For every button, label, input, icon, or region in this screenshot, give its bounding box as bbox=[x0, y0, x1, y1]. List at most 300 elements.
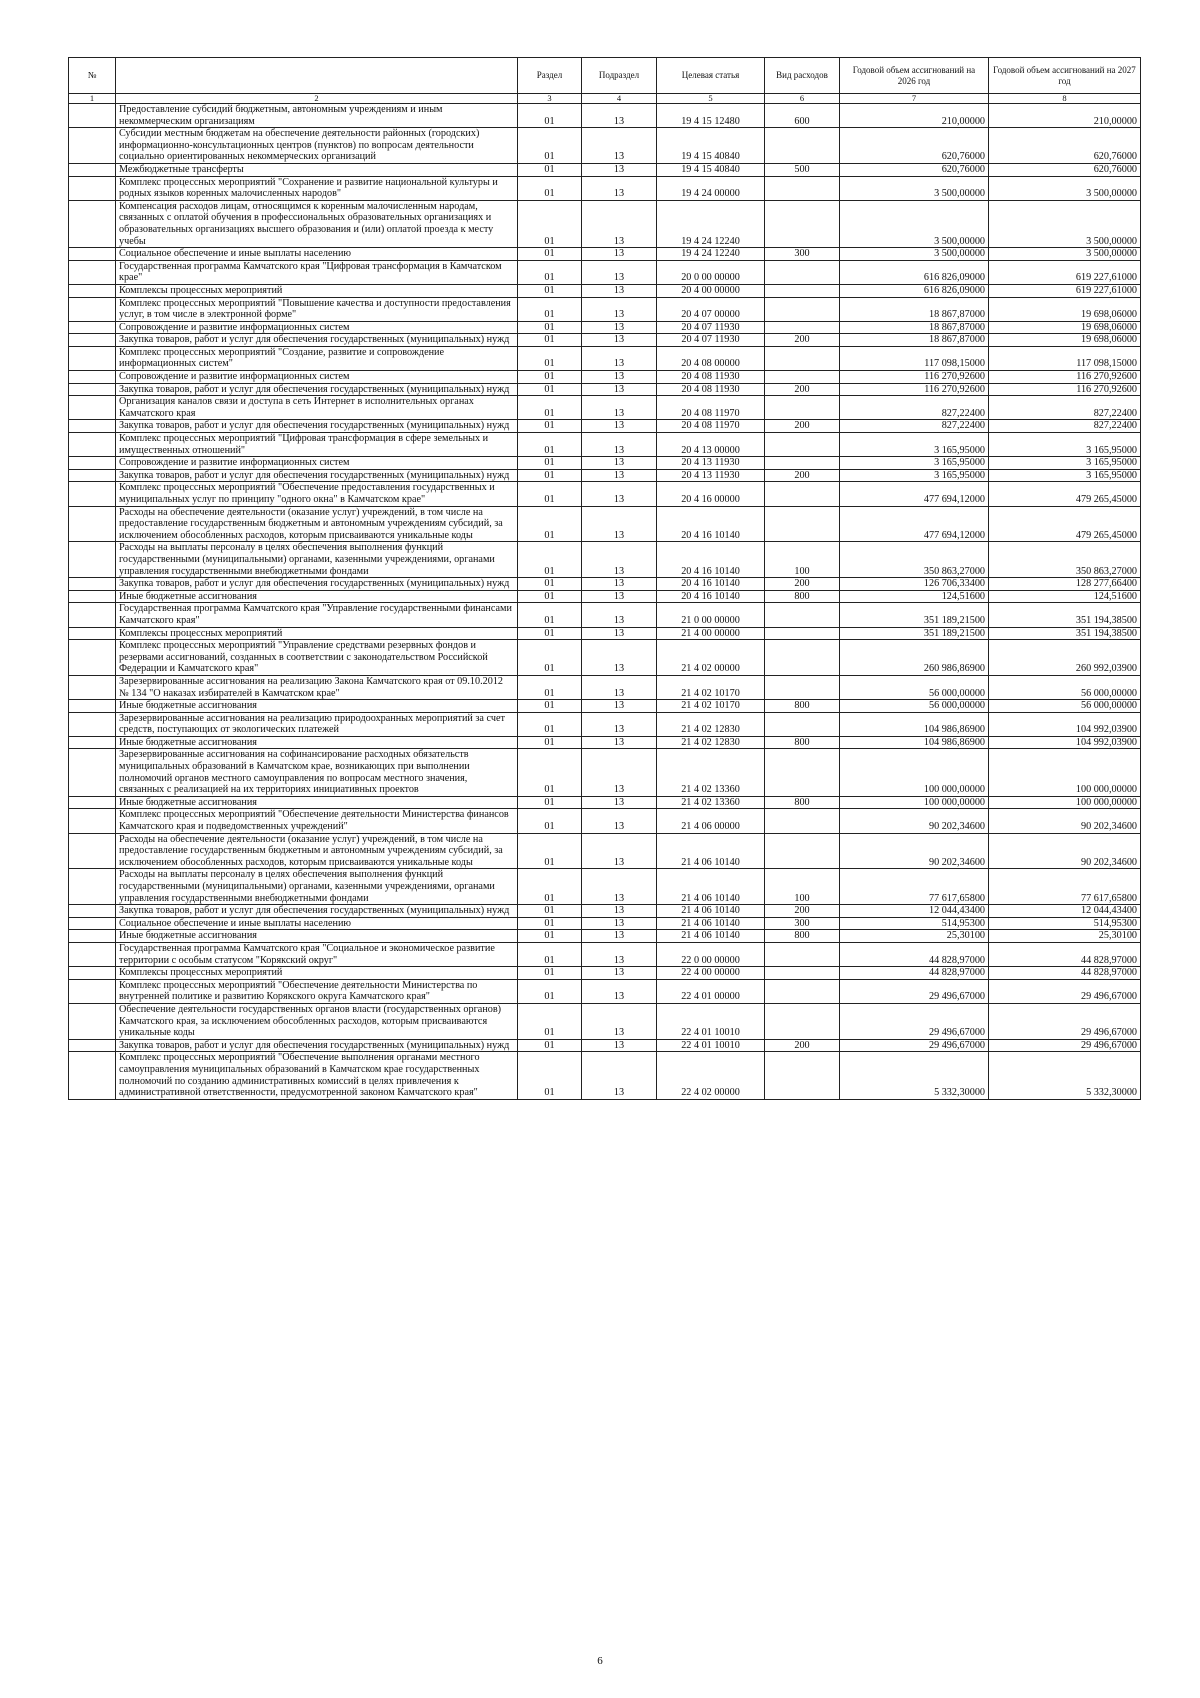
expense-type-cell bbox=[765, 128, 840, 164]
section-code-cell: 01 bbox=[518, 128, 582, 164]
expense-type-cell bbox=[765, 260, 840, 284]
section-code-cell: 01 bbox=[518, 433, 582, 457]
row-number-cell bbox=[69, 371, 116, 384]
row-number-cell bbox=[69, 321, 116, 334]
row-number-cell bbox=[69, 297, 116, 321]
amount-2026-cell: 25,30100 bbox=[840, 930, 989, 943]
expense-type-cell bbox=[765, 627, 840, 640]
subsection-code-cell: 13 bbox=[582, 930, 657, 943]
budget-sheet bbox=[68, 57, 1140, 1100]
row-number-cell bbox=[69, 675, 116, 699]
section-code-cell: 01 bbox=[518, 1003, 582, 1039]
table-row bbox=[69, 260, 1141, 284]
amount-2026-cell: 18 867,87000 bbox=[840, 321, 989, 334]
table-row bbox=[69, 796, 1141, 809]
row-name-cell: Межбюджетные трансферты bbox=[116, 163, 518, 176]
row-number-cell bbox=[69, 590, 116, 603]
section-code-cell: 01 bbox=[518, 383, 582, 396]
row-number-cell bbox=[69, 1003, 116, 1039]
section-code-cell: 01 bbox=[518, 346, 582, 370]
expense-type-cell: 300 bbox=[765, 917, 840, 930]
expense-type-cell bbox=[765, 809, 840, 833]
target-code-cell: 20 4 07 11930 bbox=[657, 321, 765, 334]
row-name-cell: Зарезервированные ассигнования на софинансирование расходных обязательств муниципальных образований в Камчатском крае, возникающих при выполнении полномочий органов местного самоуправления по вопросам местного значения, связанных с реализацией на их территориях инициативных проектов bbox=[116, 749, 518, 796]
target-code-cell: 21 4 02 00000 bbox=[657, 640, 765, 676]
section-code-cell: 01 bbox=[518, 1039, 582, 1052]
target-code-cell: 20 4 13 11930 bbox=[657, 457, 765, 470]
amount-2027-cell: 100 000,00000 bbox=[989, 749, 1141, 796]
row-number-cell bbox=[69, 905, 116, 918]
table-row bbox=[69, 128, 1141, 164]
section-code-cell: 01 bbox=[518, 248, 582, 261]
row-number-cell bbox=[69, 383, 116, 396]
table-row bbox=[69, 248, 1141, 261]
row-number-cell bbox=[69, 200, 116, 247]
amount-2027-cell: 29 496,67000 bbox=[989, 1039, 1141, 1052]
section-code-cell: 01 bbox=[518, 736, 582, 749]
row-name-cell: Сопровождение и развитие информационных систем bbox=[116, 457, 518, 470]
table-row bbox=[69, 749, 1141, 796]
amount-2026-cell: 3 500,00000 bbox=[840, 200, 989, 247]
subsection-code-cell: 13 bbox=[582, 506, 657, 542]
target-code-cell: 21 4 02 13360 bbox=[657, 796, 765, 809]
expense-type-cell bbox=[765, 200, 840, 247]
column-numbering-row bbox=[69, 94, 1141, 104]
subsection-code-cell: 13 bbox=[582, 942, 657, 966]
target-code-cell: 20 4 08 11970 bbox=[657, 420, 765, 433]
target-code-cell: 22 4 01 10010 bbox=[657, 1039, 765, 1052]
subsection-code-cell: 13 bbox=[582, 457, 657, 470]
target-code-cell: 20 4 16 10140 bbox=[657, 578, 765, 591]
expense-type-cell: 600 bbox=[765, 104, 840, 128]
subsection-code-cell: 13 bbox=[582, 128, 657, 164]
row-number-cell bbox=[69, 104, 116, 128]
amount-2027-cell: 56 000,00000 bbox=[989, 675, 1141, 699]
subsection-code-cell: 13 bbox=[582, 371, 657, 384]
row-number-cell bbox=[69, 833, 116, 869]
amount-2026-cell: 29 496,67000 bbox=[840, 979, 989, 1003]
table-row bbox=[69, 433, 1141, 457]
row-number-cell bbox=[69, 176, 116, 200]
subsection-code-cell: 13 bbox=[582, 869, 657, 905]
expense-type-cell bbox=[765, 506, 840, 542]
subsection-code-cell: 13 bbox=[582, 590, 657, 603]
amount-2026-cell: 100 000,00000 bbox=[840, 749, 989, 796]
subsection-code-cell: 13 bbox=[582, 1039, 657, 1052]
amount-2027-cell: 479 265,45000 bbox=[989, 506, 1141, 542]
column-number: 8 bbox=[989, 94, 1141, 104]
row-name-cell: Зарезервированные ассигнования на реализацию природоохранных мероприятий за счет средств, поступающих от экологических платежей bbox=[116, 712, 518, 736]
amount-2027-cell: 124,51600 bbox=[989, 590, 1141, 603]
column-number: 6 bbox=[765, 94, 840, 104]
expense-type-cell bbox=[765, 712, 840, 736]
row-number-cell bbox=[69, 433, 116, 457]
amount-2027-cell: 210,00000 bbox=[989, 104, 1141, 128]
expense-type-cell bbox=[765, 297, 840, 321]
column-number: 7 bbox=[840, 94, 989, 104]
subsection-code-cell: 13 bbox=[582, 176, 657, 200]
amount-2027-cell: 351 194,38500 bbox=[989, 627, 1141, 640]
row-name-cell: Комплекс процессных мероприятий "Сохранение и развитие национальной культуры и родных языков коренных малочисленных народов" bbox=[116, 176, 518, 200]
section-code-cell: 01 bbox=[518, 749, 582, 796]
subsection-code-cell: 13 bbox=[582, 248, 657, 261]
amount-2027-cell: 104 992,03900 bbox=[989, 736, 1141, 749]
section-code-cell: 01 bbox=[518, 104, 582, 128]
table-row bbox=[69, 297, 1141, 321]
target-code-cell: 22 0 00 00000 bbox=[657, 942, 765, 966]
section-code-cell: 01 bbox=[518, 590, 582, 603]
table-row bbox=[69, 640, 1141, 676]
row-name-cell: Закупка товаров, работ и услуг для обеспечения государственных (муниципальных) нужд bbox=[116, 905, 518, 918]
table-row bbox=[69, 457, 1141, 470]
section-code-cell: 01 bbox=[518, 640, 582, 676]
amount-2027-cell: 827,22400 bbox=[989, 420, 1141, 433]
target-code-cell: 21 4 06 10140 bbox=[657, 833, 765, 869]
table-row bbox=[69, 469, 1141, 482]
amount-2026-cell: 77 617,65800 bbox=[840, 869, 989, 905]
subsection-code-cell: 13 bbox=[582, 675, 657, 699]
target-code-cell: 21 4 02 13360 bbox=[657, 749, 765, 796]
target-code-cell: 22 4 01 10010 bbox=[657, 1003, 765, 1039]
amount-2026-cell: 44 828,97000 bbox=[840, 942, 989, 966]
row-name-cell: Иные бюджетные ассигнования bbox=[116, 736, 518, 749]
row-number-cell bbox=[69, 334, 116, 347]
table-row bbox=[69, 334, 1141, 347]
target-code-cell: 20 4 16 10140 bbox=[657, 506, 765, 542]
row-number-cell bbox=[69, 640, 116, 676]
target-code-cell: 21 4 00 00000 bbox=[657, 627, 765, 640]
section-code-cell: 01 bbox=[518, 297, 582, 321]
row-number-cell bbox=[69, 284, 116, 297]
row-name-cell: Расходы на выплаты персоналу в целях обеспечения выполнения функций государственными (муниципальными) органами, казенными учреждениями, органами управления государственными внебюджетными фондами bbox=[116, 542, 518, 578]
amount-2027-cell: 104 992,03900 bbox=[989, 712, 1141, 736]
row-number-cell bbox=[69, 700, 116, 713]
row-number-cell bbox=[69, 346, 116, 370]
row-name-cell: Организация каналов связи и доступа в сеть Интернет в исполнительных органах Камчатского края bbox=[116, 396, 518, 420]
subsection-code-cell: 13 bbox=[582, 905, 657, 918]
expense-type-cell: 800 bbox=[765, 796, 840, 809]
target-code-cell: 20 4 08 11970 bbox=[657, 396, 765, 420]
section-code-cell: 01 bbox=[518, 260, 582, 284]
row-name-cell: Государственная программа Камчатского края "Управление государственными финансами Камчатского края" bbox=[116, 603, 518, 627]
target-code-cell: 20 4 16 10140 bbox=[657, 590, 765, 603]
amount-2026-cell: 260 986,86900 bbox=[840, 640, 989, 676]
amount-2026-cell: 350 863,27000 bbox=[840, 542, 989, 578]
row-name-cell: Социальное обеспечение и иные выплаты населению bbox=[116, 917, 518, 930]
section-code-cell: 01 bbox=[518, 457, 582, 470]
amount-2026-cell: 616 826,09000 bbox=[840, 260, 989, 284]
amount-2026-cell: 3 500,00000 bbox=[840, 248, 989, 261]
target-code-cell: 22 4 01 00000 bbox=[657, 979, 765, 1003]
target-code-cell: 21 4 06 10140 bbox=[657, 869, 765, 905]
section-code-cell: 01 bbox=[518, 809, 582, 833]
subsection-code-cell: 13 bbox=[582, 967, 657, 980]
row-number-cell bbox=[69, 248, 116, 261]
amount-2026-cell: 56 000,00000 bbox=[840, 675, 989, 699]
amount-2027-cell: 620,76000 bbox=[989, 163, 1141, 176]
amount-2026-cell: 3 165,95000 bbox=[840, 433, 989, 457]
header-row bbox=[69, 58, 1141, 94]
section-code-cell: 01 bbox=[518, 917, 582, 930]
row-number-cell bbox=[69, 260, 116, 284]
table-row bbox=[69, 736, 1141, 749]
row-name-cell: Государственная программа Камчатского края "Цифровая трансформация в Камчатском крае" bbox=[116, 260, 518, 284]
row-name-cell: Предоставление субсидий бюджетным, автономным учреждениям и иным некоммерческим организациям bbox=[116, 104, 518, 128]
section-code-cell: 01 bbox=[518, 321, 582, 334]
amount-2027-cell: 44 828,97000 bbox=[989, 967, 1141, 980]
table-row bbox=[69, 1039, 1141, 1052]
section-code-cell: 01 bbox=[518, 905, 582, 918]
row-number-cell bbox=[69, 396, 116, 420]
amount-2027-cell: 12 044,43400 bbox=[989, 905, 1141, 918]
amount-2027-cell: 44 828,97000 bbox=[989, 942, 1141, 966]
subsection-code-cell: 13 bbox=[582, 383, 657, 396]
row-number-cell bbox=[69, 1039, 116, 1052]
table-row bbox=[69, 321, 1141, 334]
table-row bbox=[69, 578, 1141, 591]
row-name-cell: Зарезервированные ассигнования на реализацию Закона Камчатского края от 09.10.2012 № 134 "О наказах избирателей в Камчатском крае" bbox=[116, 675, 518, 699]
column-number: 5 bbox=[657, 94, 765, 104]
section-code-cell: 01 bbox=[518, 334, 582, 347]
amount-2027-cell: 351 194,38500 bbox=[989, 603, 1141, 627]
col-name-header bbox=[116, 58, 518, 94]
amount-2026-cell: 477 694,12000 bbox=[840, 506, 989, 542]
page-number: 6 bbox=[597, 1655, 603, 1667]
row-name-cell: Сопровождение и развитие информационных систем bbox=[116, 321, 518, 334]
row-number-cell bbox=[69, 469, 116, 482]
target-code-cell: 20 4 08 11930 bbox=[657, 383, 765, 396]
column-number: 4 bbox=[582, 94, 657, 104]
table-row bbox=[69, 905, 1141, 918]
subsection-code-cell: 13 bbox=[582, 700, 657, 713]
table-row bbox=[69, 346, 1141, 370]
amount-2027-cell: 19 698,06000 bbox=[989, 321, 1141, 334]
target-code-cell: 19 4 24 12240 bbox=[657, 200, 765, 247]
amount-2026-cell: 620,76000 bbox=[840, 163, 989, 176]
table-row bbox=[69, 675, 1141, 699]
col-subsection-header: Подраздел bbox=[582, 58, 657, 94]
row-name-cell: Компенсация расходов лицам, относящимся к коренным малочисленным народам, связанных с оплатой обучения в профессиональных образовательных организациях и образовательных организациях высшего образования и (или) оплатой проезда к месту учебы bbox=[116, 200, 518, 247]
expense-type-cell: 200 bbox=[765, 420, 840, 433]
section-code-cell: 01 bbox=[518, 967, 582, 980]
row-name-cell: Обеспечение деятельности государственных органов власти (государственных органов) Камчатского края, за исключением обособленных расходов, которым присваиваются уникальные коды bbox=[116, 1003, 518, 1039]
row-name-cell: Расходы на выплаты персоналу в целях обеспечения выполнения функций государственными (муниципальными) органами, казенными учреждениями, органами управления государственными внебюджетными фондами bbox=[116, 869, 518, 905]
expense-type-cell bbox=[765, 640, 840, 676]
amount-2026-cell: 29 496,67000 bbox=[840, 1003, 989, 1039]
section-code-cell: 01 bbox=[518, 578, 582, 591]
subsection-code-cell: 13 bbox=[582, 284, 657, 297]
section-code-cell: 01 bbox=[518, 1052, 582, 1099]
expense-type-cell: 800 bbox=[765, 736, 840, 749]
target-code-cell: 21 0 00 00000 bbox=[657, 603, 765, 627]
table-row bbox=[69, 809, 1141, 833]
subsection-code-cell: 13 bbox=[582, 1003, 657, 1039]
row-name-cell: Комплекс процессных мероприятий "Управление средствами резервных фондов и резервами ассигнований, созданных в соответствии с законодательством Российской Федерации и Камчатского края" bbox=[116, 640, 518, 676]
target-code-cell: 19 4 15 12480 bbox=[657, 104, 765, 128]
subsection-code-cell: 13 bbox=[582, 1052, 657, 1099]
table-row bbox=[69, 396, 1141, 420]
amount-2027-cell: 827,22400 bbox=[989, 396, 1141, 420]
section-code-cell: 01 bbox=[518, 930, 582, 943]
amount-2027-cell: 116 270,92600 bbox=[989, 371, 1141, 384]
subsection-code-cell: 13 bbox=[582, 482, 657, 506]
row-number-cell bbox=[69, 578, 116, 591]
amount-2027-cell: 128 277,66400 bbox=[989, 578, 1141, 591]
target-code-cell: 21 4 02 12830 bbox=[657, 736, 765, 749]
target-code-cell: 20 4 08 00000 bbox=[657, 346, 765, 370]
section-code-cell: 01 bbox=[518, 200, 582, 247]
row-name-cell: Комплекс процессных мероприятий "Обеспечение деятельности Министерства по внутренней политике и развитию Корякского округа Камчатского края" bbox=[116, 979, 518, 1003]
amount-2026-cell: 104 986,86900 bbox=[840, 736, 989, 749]
expense-type-cell bbox=[765, 967, 840, 980]
row-number-cell bbox=[69, 930, 116, 943]
table-row bbox=[69, 163, 1141, 176]
expense-type-cell bbox=[765, 1052, 840, 1099]
target-code-cell: 21 4 02 10170 bbox=[657, 700, 765, 713]
row-number-cell bbox=[69, 163, 116, 176]
section-code-cell: 01 bbox=[518, 163, 582, 176]
target-code-cell: 20 4 13 11930 bbox=[657, 469, 765, 482]
subsection-code-cell: 13 bbox=[582, 627, 657, 640]
table-row bbox=[69, 942, 1141, 966]
table-row bbox=[69, 371, 1141, 384]
table-row bbox=[69, 590, 1141, 603]
target-code-cell: 22 4 00 00000 bbox=[657, 967, 765, 980]
subsection-code-cell: 13 bbox=[582, 917, 657, 930]
row-number-cell bbox=[69, 796, 116, 809]
amount-2026-cell: 100 000,00000 bbox=[840, 796, 989, 809]
subsection-code-cell: 13 bbox=[582, 640, 657, 676]
subsection-code-cell: 13 bbox=[582, 712, 657, 736]
amount-2027-cell: 90 202,34600 bbox=[989, 833, 1141, 869]
amount-2027-cell: 77 617,65800 bbox=[989, 869, 1141, 905]
expense-type-cell bbox=[765, 979, 840, 1003]
table-row bbox=[69, 284, 1141, 297]
amount-2026-cell: 477 694,12000 bbox=[840, 482, 989, 506]
row-number-cell bbox=[69, 712, 116, 736]
row-name-cell: Государственная программа Камчатского края "Социальное и экономическое развитие территории с особым статусом "Корякский округ" bbox=[116, 942, 518, 966]
subsection-code-cell: 13 bbox=[582, 321, 657, 334]
expense-type-cell bbox=[765, 457, 840, 470]
column-number: 2 bbox=[116, 94, 518, 104]
section-code-cell: 01 bbox=[518, 700, 582, 713]
section-code-cell: 01 bbox=[518, 469, 582, 482]
amount-2026-cell: 3 165,95000 bbox=[840, 469, 989, 482]
section-code-cell: 01 bbox=[518, 482, 582, 506]
amount-2026-cell: 18 867,87000 bbox=[840, 297, 989, 321]
target-code-cell: 20 4 08 11930 bbox=[657, 371, 765, 384]
amount-2027-cell: 19 698,06000 bbox=[989, 297, 1141, 321]
expense-type-cell bbox=[765, 433, 840, 457]
target-code-cell: 21 4 02 10170 bbox=[657, 675, 765, 699]
target-code-cell: 20 4 07 11930 bbox=[657, 334, 765, 347]
expense-type-cell: 100 bbox=[765, 869, 840, 905]
amount-2027-cell: 90 202,34600 bbox=[989, 809, 1141, 833]
amount-2027-cell: 116 270,92600 bbox=[989, 383, 1141, 396]
subsection-code-cell: 13 bbox=[582, 833, 657, 869]
table-row bbox=[69, 967, 1141, 980]
table-row bbox=[69, 917, 1141, 930]
subsection-code-cell: 13 bbox=[582, 809, 657, 833]
expense-type-cell: 200 bbox=[765, 469, 840, 482]
row-number-cell bbox=[69, 1052, 116, 1099]
amount-2026-cell: 44 828,97000 bbox=[840, 967, 989, 980]
amount-2027-cell: 25,30100 bbox=[989, 930, 1141, 943]
amount-2026-cell: 124,51600 bbox=[840, 590, 989, 603]
section-code-cell: 01 bbox=[518, 603, 582, 627]
row-name-cell: Закупка товаров, работ и услуг для обеспечения государственных (муниципальных) нужд bbox=[116, 334, 518, 347]
col-target-header: Целевая статья bbox=[657, 58, 765, 94]
target-code-cell: 20 4 00 00000 bbox=[657, 284, 765, 297]
subsection-code-cell: 13 bbox=[582, 396, 657, 420]
subsection-code-cell: 13 bbox=[582, 163, 657, 176]
row-name-cell: Комплексы процессных мероприятий bbox=[116, 967, 518, 980]
subsection-code-cell: 13 bbox=[582, 433, 657, 457]
table-row bbox=[69, 627, 1141, 640]
section-code-cell: 01 bbox=[518, 979, 582, 1003]
expense-type-cell bbox=[765, 833, 840, 869]
table-row bbox=[69, 869, 1141, 905]
expense-type-cell bbox=[765, 371, 840, 384]
section-code-cell: 01 bbox=[518, 627, 582, 640]
amount-2027-cell: 29 496,67000 bbox=[989, 979, 1141, 1003]
amount-2026-cell: 514,95300 bbox=[840, 917, 989, 930]
col-no-header: № bbox=[69, 58, 116, 94]
col-type-header: Вид расходов bbox=[765, 58, 840, 94]
section-code-cell: 01 bbox=[518, 869, 582, 905]
subsection-code-cell: 13 bbox=[582, 334, 657, 347]
expense-type-cell bbox=[765, 482, 840, 506]
table-row bbox=[69, 506, 1141, 542]
target-code-cell: 19 4 24 00000 bbox=[657, 176, 765, 200]
amount-2026-cell: 3 165,95000 bbox=[840, 457, 989, 470]
expense-type-cell: 200 bbox=[765, 578, 840, 591]
amount-2027-cell: 3 165,95000 bbox=[989, 469, 1141, 482]
row-name-cell: Закупка товаров, работ и услуг для обеспечения государственных (муниципальных) нужд bbox=[116, 383, 518, 396]
table-row bbox=[69, 930, 1141, 943]
col-2026-header: Годовой объем ассигнований на 2026 год bbox=[840, 58, 989, 94]
target-code-cell: 20 4 07 00000 bbox=[657, 297, 765, 321]
row-number-cell bbox=[69, 942, 116, 966]
expense-type-cell: 500 bbox=[765, 163, 840, 176]
table-row bbox=[69, 1003, 1141, 1039]
amount-2026-cell: 117 098,15000 bbox=[840, 346, 989, 370]
target-code-cell: 20 4 13 00000 bbox=[657, 433, 765, 457]
amount-2026-cell: 827,22400 bbox=[840, 420, 989, 433]
expense-type-cell bbox=[765, 1003, 840, 1039]
table-row bbox=[69, 542, 1141, 578]
amount-2026-cell: 12 044,43400 bbox=[840, 905, 989, 918]
subsection-code-cell: 13 bbox=[582, 542, 657, 578]
amount-2027-cell: 350 863,27000 bbox=[989, 542, 1141, 578]
table-row bbox=[69, 383, 1141, 396]
table-row bbox=[69, 979, 1141, 1003]
section-code-cell: 01 bbox=[518, 284, 582, 297]
expense-type-cell bbox=[765, 346, 840, 370]
target-code-cell: 21 4 06 00000 bbox=[657, 809, 765, 833]
row-name-cell: Закупка товаров, работ и услуг для обеспечения государственных (муниципальных) нужд bbox=[116, 1039, 518, 1052]
row-number-cell bbox=[69, 457, 116, 470]
amount-2027-cell: 3 500,00000 bbox=[989, 176, 1141, 200]
target-code-cell: 20 0 00 00000 bbox=[657, 260, 765, 284]
row-name-cell: Сопровождение и развитие информационных систем bbox=[116, 371, 518, 384]
target-code-cell: 21 4 06 10140 bbox=[657, 930, 765, 943]
section-code-cell: 01 bbox=[518, 833, 582, 869]
table-row bbox=[69, 104, 1141, 128]
section-code-cell: 01 bbox=[518, 420, 582, 433]
target-code-cell: 21 4 06 10140 bbox=[657, 905, 765, 918]
table-row bbox=[69, 833, 1141, 869]
